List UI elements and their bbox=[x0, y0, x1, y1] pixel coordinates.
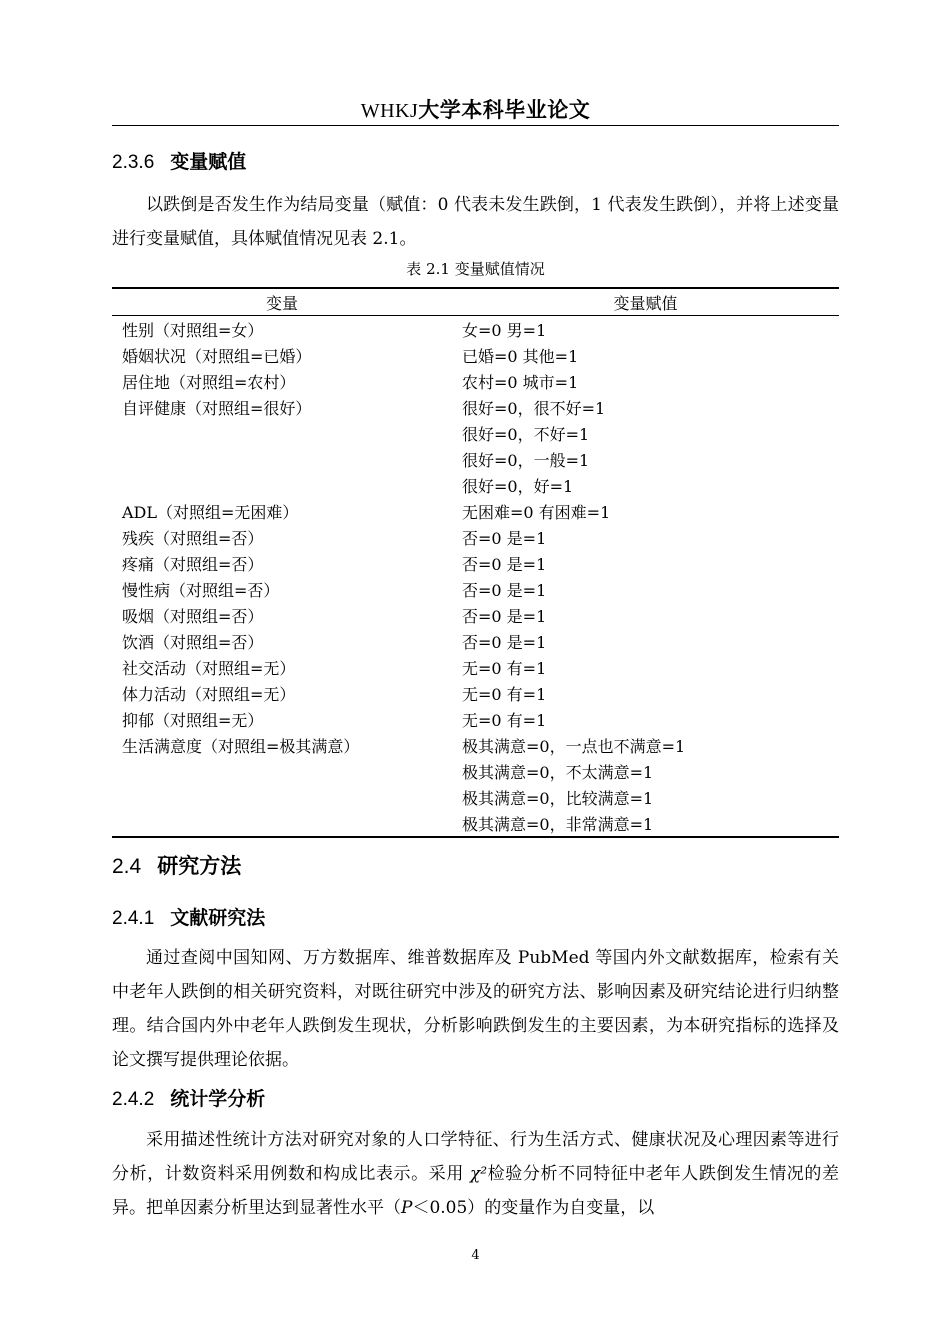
section-title: 文献研究法 bbox=[170, 907, 266, 929]
table-row bbox=[112, 706, 839, 732]
variable-cell: 饮酒（对照组=否） bbox=[122, 632, 264, 652]
section-title: 研究方法 bbox=[157, 854, 242, 878]
assignment-cell: 极其满意=0，非常满意=1 bbox=[452, 810, 839, 837]
header-assignment: 变量赋值 bbox=[452, 288, 839, 316]
variable-cell bbox=[112, 758, 452, 784]
table-caption: 表 2.1 变量赋值情况 bbox=[406, 260, 545, 278]
assignment-cell: 已婚=0 其他=1 bbox=[462, 346, 579, 366]
assignment-cell: 极其满意=0，一点也不满意=1 bbox=[462, 736, 686, 756]
table-row bbox=[112, 628, 839, 654]
variable-cell: 体力活动（对照组=无） bbox=[122, 684, 296, 704]
assignment-cell: 否=0 是=1 bbox=[462, 554, 547, 574]
section-title: 变量赋值 bbox=[170, 151, 247, 173]
assignment-cell: 否=0 是=1 bbox=[462, 580, 547, 600]
table-row bbox=[112, 732, 839, 758]
header-prefix: WHKJ bbox=[360, 100, 419, 122]
table-row bbox=[112, 446, 839, 472]
section-heading-2-4 bbox=[112, 850, 241, 880]
variable-assignment-table bbox=[112, 287, 839, 838]
assignment-cell: 无困难=0 有困难=1 bbox=[462, 502, 611, 522]
assignment-cell: 极其满意=0，不太满意=1 bbox=[462, 762, 654, 782]
variable-cell: 抑郁（对照组=无） bbox=[122, 710, 264, 730]
table-row bbox=[112, 316, 839, 343]
table-row bbox=[112, 810, 839, 837]
variable-cell: 吸烟（对照组=否） bbox=[122, 606, 264, 626]
paragraph-text: 检验分析不同特征中老年人跌倒发生情况的差异。把单因素分析里达到显著性水平（ bbox=[112, 1164, 839, 1218]
assignment-cell: 很好=0，好=1 bbox=[462, 476, 574, 496]
assignment-cell: 无=0 有=1 bbox=[462, 658, 547, 678]
assignment-cell: 无=0 有=1 bbox=[462, 684, 547, 704]
page-header bbox=[112, 94, 839, 124]
table-row bbox=[112, 602, 839, 628]
header-title: 大学本科毕业论文 bbox=[418, 98, 591, 122]
section-heading-2-4-2 bbox=[112, 1084, 265, 1111]
page-number: 4 bbox=[471, 1248, 480, 1263]
variable-cell bbox=[112, 472, 452, 498]
variable-cell: 自评健康（对照组=很好） bbox=[122, 398, 312, 418]
table-row bbox=[112, 342, 839, 368]
table-row bbox=[112, 680, 839, 706]
variable-cell bbox=[112, 784, 452, 810]
table-row bbox=[112, 420, 839, 446]
table-row bbox=[112, 654, 839, 680]
table-row bbox=[112, 368, 839, 394]
paragraph-literature-research: 通过查阅中国知网、万方数据库、维普数据库及 PubMed 等国内外文献数据库，检索有关中老年人跌倒的相关研究资料，对既往研究中涉及的研究方法、影响因素及研究结论进行归纳整理。结合国内外中老年人跌倒发生现状，分析影响跌倒发生的主要因素，为本研究指标的选择及论文撰写提供理论依据。 bbox=[112, 948, 839, 1070]
section-heading-2-3-6 bbox=[112, 147, 246, 174]
variable-cell: 婚姻状况（对照组=已婚） bbox=[122, 346, 312, 366]
table-header-row bbox=[112, 288, 839, 316]
variable-cell: 疼痛（对照组=否） bbox=[122, 554, 264, 574]
table-row bbox=[112, 758, 839, 784]
paragraph-text: ＜0.05）的变量作为自变量，以 bbox=[412, 1198, 655, 1218]
variable-cell: 居住地（对照组=农村） bbox=[122, 372, 296, 392]
header-rule bbox=[112, 125, 839, 126]
assignment-cell: 很好=0，很不好=1 bbox=[462, 398, 606, 418]
assignment-cell: 否=0 是=1 bbox=[462, 528, 547, 548]
table-row bbox=[112, 550, 839, 576]
variable-cell: 残疾（对照组=否） bbox=[122, 528, 264, 548]
table-row bbox=[112, 576, 839, 602]
table-row bbox=[112, 498, 839, 524]
variable-cell: 性别（对照组=女） bbox=[122, 320, 264, 340]
variable-cell bbox=[112, 810, 452, 837]
section-number: 2.4.2 bbox=[112, 1089, 155, 1110]
assignment-cell: 否=0 是=1 bbox=[462, 632, 547, 652]
section-title: 统计学分析 bbox=[170, 1088, 266, 1110]
variable-cell: ADL（对照组=无困难） bbox=[122, 502, 299, 522]
section-number: 2.4 bbox=[112, 855, 142, 878]
chi-square-symbol: χ² bbox=[469, 1164, 488, 1184]
paragraph-statistical-analysis bbox=[112, 1123, 839, 1225]
assignment-cell: 否=0 是=1 bbox=[462, 606, 547, 626]
header-variable: 变量 bbox=[112, 288, 452, 316]
table-row bbox=[112, 472, 839, 498]
variable-cell: 社交活动（对照组=无） bbox=[122, 658, 296, 678]
variable-cell bbox=[112, 420, 452, 446]
variable-cell bbox=[112, 446, 452, 472]
assignment-cell: 女=0 男=1 bbox=[462, 320, 547, 340]
p-value-symbol: P bbox=[401, 1198, 413, 1218]
table-row bbox=[112, 524, 839, 550]
assignment-cell: 农村=0 城市=1 bbox=[462, 372, 579, 392]
section-number: 2.4.1 bbox=[112, 908, 155, 929]
table-row bbox=[112, 784, 839, 810]
section-heading-2-4-1 bbox=[112, 903, 265, 930]
table-row bbox=[112, 394, 839, 420]
variable-cell: 慢性病（对照组=否） bbox=[122, 580, 280, 600]
assignment-cell: 很好=0，一般=1 bbox=[462, 450, 590, 470]
paragraph-variable-assignment: 以跌倒是否发生作为结局变量（赋值：0 代表未发生跌倒，1 代表发生跌倒），并将上述变量进行变量赋值，具体赋值情况见表 2.1。 bbox=[112, 195, 839, 249]
section-number: 2.3.6 bbox=[112, 152, 155, 173]
paragraph-text: 采用描述性统计方法对研究对象的人口学特征、行为生活方式、健康状况及心理因素等进行分析，计数资料采用例数和构成比表示。采用 bbox=[112, 1130, 839, 1184]
assignment-cell: 很好=0，不好=1 bbox=[462, 424, 590, 444]
table-body bbox=[112, 316, 839, 838]
assignment-cell: 无=0 有=1 bbox=[462, 710, 547, 730]
assignment-cell: 极其满意=0，比较满意=1 bbox=[462, 788, 654, 808]
variable-cell: 生活满意度（对照组=极其满意） bbox=[122, 736, 360, 756]
